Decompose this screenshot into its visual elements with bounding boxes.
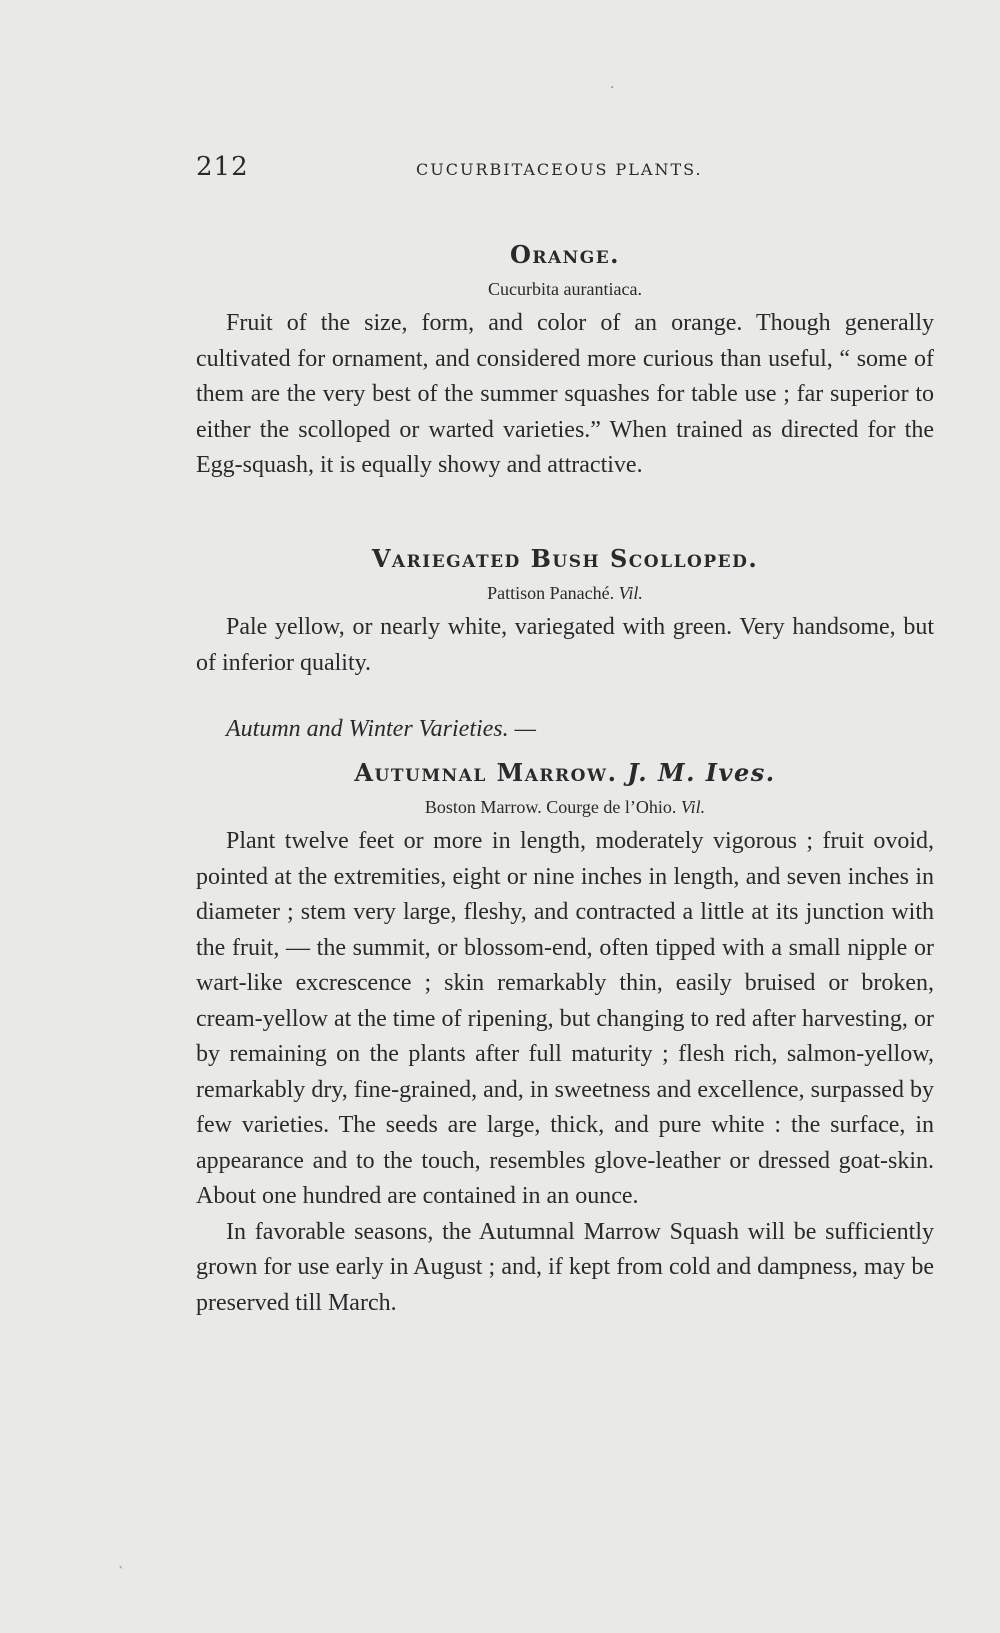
synonym-author: Vil. [618, 583, 643, 603]
section-title: Autumn and Winter Varieties. — [226, 716, 536, 742]
entry-author: J. M. Ives. [627, 758, 776, 787]
entry-body: Plant twelve feet or more in length, moderately vigorous ; fruit ovoid, pointed at the extremities, eight or nine inches in length, and seven inches in diameter ; stem very large, fleshy, and contracted a little at its junction with the fruit, — the summit, or blossom-end, often tipped with a small nipple or wart-like excrescence ; skin remarkably thin, easily bruised or broken, cream-yellow at the time of ripening, but changing to red after harvesting, or by remaining on the plants after full maturity ; flesh rich, salmon-yellow, remarkably dry, fine-grained, and, in sweetness and excellence, surpassed by few varieties. The seeds are large, thick, and pure white : the surface, in appearance and to the touch, resembles glove-leather or dressed goat-skin. About one hundred are contained in an ounce. [196, 828, 934, 1209]
entry-title: Variegated Bush Scolloped. [371, 544, 759, 573]
entry-synonym [196, 790, 934, 824]
entry-title [196, 756, 934, 790]
entry-variegated [196, 542, 934, 681]
entry-autumnal-marrow [196, 756, 934, 1321]
running-head [196, 152, 716, 192]
entry-body: Fruit of the size, form, and color of an orange. Though generally cultivated for ornament, and considered more curious than useful, “ some of them are the very best of the summer squashes for table use ; far superior to either the scolloped or warted varieties.” When trained as directed for the Egg-squash, it is equally showy and attractive. [196, 310, 934, 478]
entry-synonym [196, 576, 934, 610]
page-speck: · [610, 80, 615, 96]
page-speck: ˋ [118, 1565, 125, 1581]
synonym-text: Boston Marrow. Courge de l’Ohio. [424, 797, 677, 817]
entry-title: Orange. [509, 240, 621, 269]
entry-orange [196, 238, 934, 484]
entry-synonym: Cucurbita aurantiaca. [488, 279, 642, 299]
synonym-text: Pattison Panaché. [487, 583, 615, 603]
running-title: CUCURBITACEOUS PLANTS. [416, 160, 703, 179]
entry-body: Pale yellow, or nearly white, variegated with green. Very handsome, but of inferior quality. [196, 614, 934, 676]
synonym-author: Vil. [680, 797, 706, 817]
entry-title-text: Autumnal Marrow. [354, 758, 618, 787]
entry-body: In favorable seasons, the Autumnal Marrow Squash will be sufficiently grown for use early in August ; and, if kept from cold and dampness, may be preserved till March. [196, 1218, 934, 1316]
section-autumn-winter [196, 712, 934, 746]
page-number: 212 [196, 152, 249, 182]
